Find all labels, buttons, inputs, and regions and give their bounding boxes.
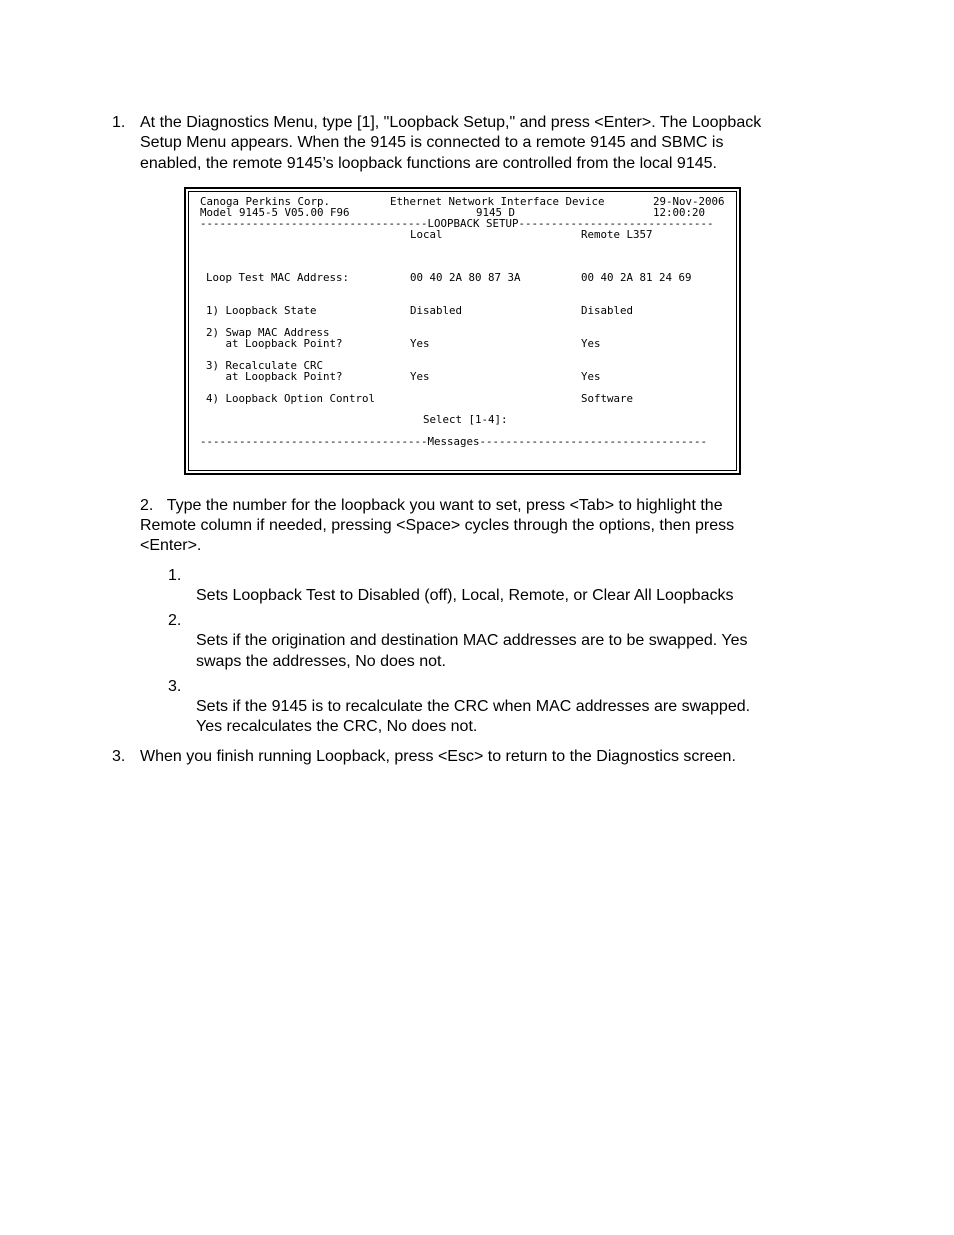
terminal-option-4-label[interactable]: 4) Loopback Option Control [206, 392, 376, 405]
terminal-mac-local: 00 40 2A 80 87 3A [410, 271, 521, 284]
substep-2-number: 2. [168, 612, 182, 629]
terminal-option-3-label[interactable]: 3) Recalculate CRC [206, 359, 324, 372]
terminal-company: Canoga Perkins Corp. [200, 195, 331, 208]
terminal-date: 29-Nov-2006 [653, 195, 725, 208]
terminal-option-3-local[interactable]: Yes [410, 370, 430, 383]
terminal-device: Ethernet Network Interface Device [390, 195, 605, 208]
terminal-option-2-label-cont: at Loopback Point? [206, 337, 343, 350]
terminal-option-2-label[interactable]: 2) Swap MAC Address [206, 326, 330, 339]
substep-1-number: 1. [168, 567, 182, 584]
substep-3-number: 3. [168, 678, 182, 695]
terminal-option-2-local[interactable]: Yes [410, 337, 430, 350]
terminal-option-1-local[interactable]: Disabled [410, 304, 463, 317]
substep-2-line-2: swaps the addresses, No does not. [196, 653, 446, 670]
terminal-messages-rule: -----------------------------------Messages----------------------------------- [200, 436, 708, 447]
step-1-number: 1. [112, 114, 126, 131]
terminal-option-2-remote[interactable]: Yes [581, 337, 601, 350]
substep-2-line-1: Sets if the origination and destination MAC addresses are to be swapped. Yes [196, 632, 748, 649]
terminal-mac-label: Loop Test MAC Address: [206, 271, 350, 284]
step-1-line-2: Setup Menu appears. When the 9145 is connected to a remote 9145 and SBMC is [140, 134, 724, 151]
step-2-line-3: <Enter>. [140, 537, 202, 554]
terminal-time: 12:00:20 [653, 206, 706, 219]
terminal-model: Model 9145-5 V05.00 F96 [200, 206, 350, 219]
step-1-line-3: enabled, the remote 9145’s loopback functions are controlled from the local 9145. [140, 155, 717, 172]
terminal-col-local: Local [410, 228, 443, 241]
terminal-select-prompt[interactable]: Select [1-4]: [423, 413, 508, 426]
terminal-option-4-remote[interactable]: Software [581, 392, 634, 405]
terminal-col-remote: Remote L357 [581, 228, 653, 241]
terminal-option-1-remote[interactable]: Disabled [581, 304, 634, 317]
terminal-option-3-remote[interactable]: Yes [581, 370, 601, 383]
substep-3-line-2: Yes recalculates the CRC, No does not. [196, 718, 478, 735]
step-3-number: 3. [112, 748, 126, 765]
substep-3-line-1: Sets if the 9145 is to recalculate the CRC when MAC addresses are swapped. [196, 698, 751, 715]
step-3-line-1: When you finish running Loopback, press <Esc> to return to the Diagnostics screen. [140, 748, 736, 765]
step-2-line-1-text: Type the number for the loopback you want to set, press <Tab> to highlight the [166, 497, 723, 514]
substep-1-line-1: Sets Loopback Test to Disabled (off), Local, Remote, or Clear All Loopbacks [196, 587, 734, 604]
step-2-line-1 [140, 496, 723, 517]
terminal-title-rule: -----------------------------------LOOPBACK SETUP------------------------------ [200, 218, 714, 229]
step-1-line-1: At the Diagnostics Menu, type [1], "Loopback Setup," and press <Enter>. The Loopback [140, 114, 762, 131]
terminal-mac-remote: 00 40 2A 81 24 69 [581, 271, 692, 284]
terminal-unit: 9145 D [476, 206, 516, 219]
terminal-option-3-label-cont: at Loopback Point? [206, 370, 343, 383]
step-2-number: 2. [140, 497, 154, 514]
terminal-option-1-label[interactable]: 1) Loopback State [206, 304, 317, 317]
step-2-line-2: Remote column if needed, pressing <Space> cycles through the options, then press [140, 517, 735, 534]
